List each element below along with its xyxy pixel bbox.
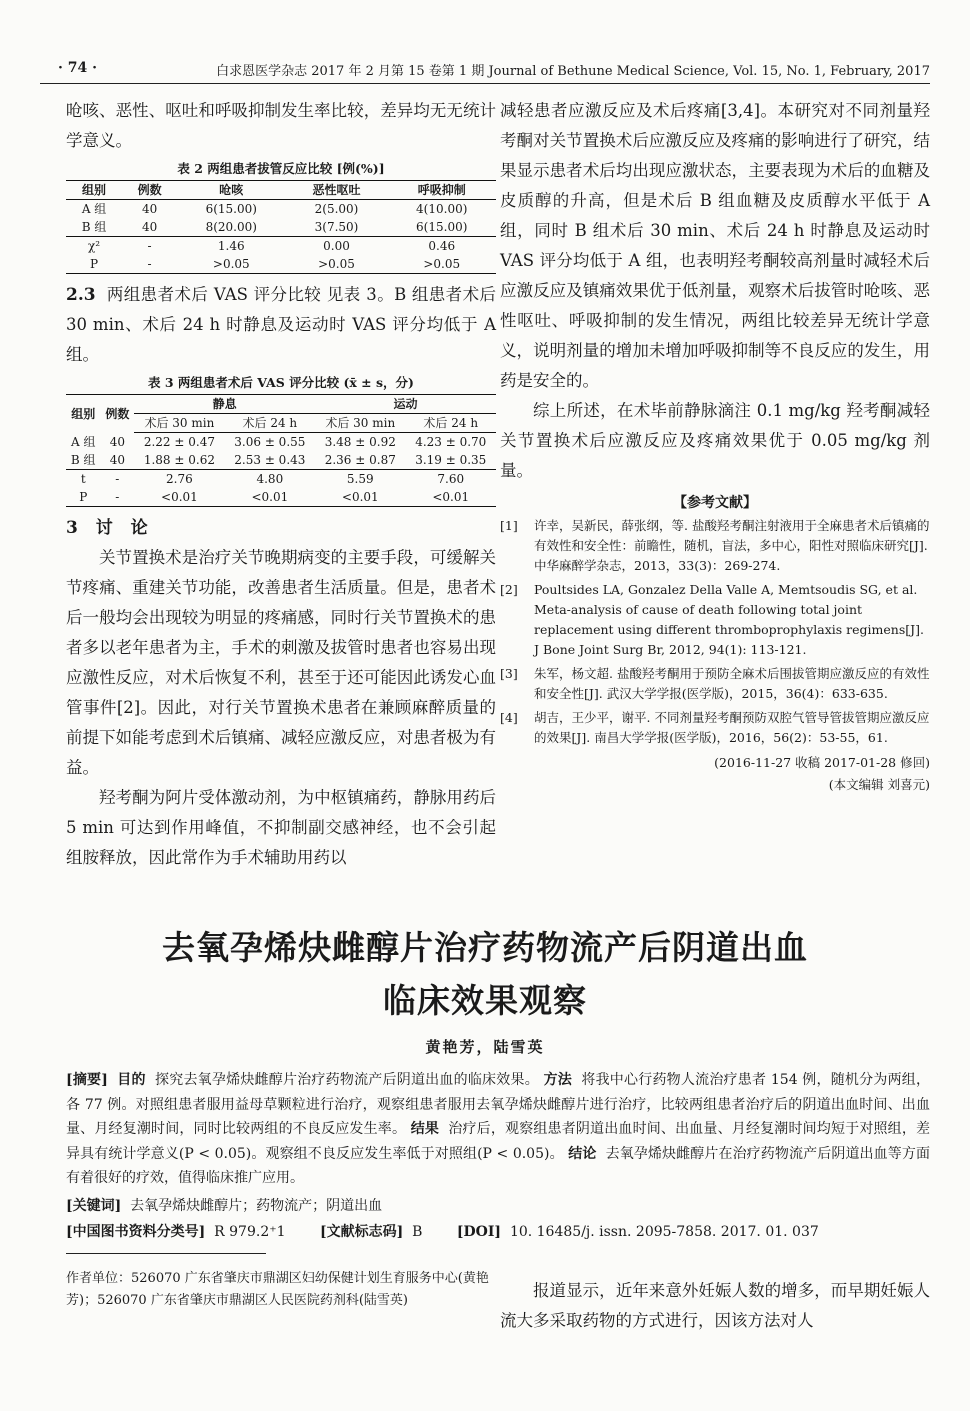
article-intro: [500, 1276, 930, 1336]
table-row: [66, 433, 496, 452]
reference-text: Poultsides LA, Gonzalez Della Valle A, Memtsoudis SG, et al. Meta-analysis of cause of death following total joint replacement using different thromboprophylaxis regimens[J]. J Bone Joint Surg Br, 2012, 94(1): 113-121.: [534, 582, 924, 657]
table-row: [66, 237, 496, 256]
table-cell: 2.36 ± 0.87: [324, 453, 396, 467]
running-header: [40, 58, 930, 84]
reference-text: 许幸，吴新民，薛张纲，等. 盐酸羟考酮注射液用于全麻患者术后镇痛的有效性和安全性：前瞻性，随机，盲法，多中心，阳性对照临床研究[J]. 中华麻醉学杂志，2013，33(3)：269-274.: [534, 518, 930, 573]
references-title: 【参考文献】: [673, 495, 757, 511]
table-cell: 2.76: [134, 470, 224, 489]
right-paragraph-1: 减轻患者应激反应及术后疼痛[3,4]。本研究对不同剂量羟考酮对关节置换术后应激反应及疼痛的影响进行了研究，结果显示患者术后均出现应激状态，主要表现为术后的血糖及皮质醇的升高，但是术后 B 组血糖及皮质醇水平低于 A 组，同时 B 组术后 30 min、术后 24 h 时静息及运动时 VAS 评分均低于 A 组，也表明羟考酮较高剂量时减轻术后应激反应及镇痛效果优于低剂量，观察术后拔管时呛咳、恶性呕吐、呼吸抑制的发生情况，两组比较差异无统计学意义，说明剂量的增加未增加呼吸抑制等不良反应的发生，用药是安全的。: [500, 101, 930, 390]
table-cell: P: [66, 488, 100, 507]
reference-number: [2]: [500, 582, 518, 597]
table-cell: B 组: [70, 453, 96, 467]
reference-item: [500, 664, 930, 704]
table-cell: -: [122, 255, 177, 274]
table3-subheader: 术后 30 min: [315, 414, 405, 433]
doi-label: [DOI]: [456, 1224, 502, 1240]
discussion-paragraph-2: 羟考酮为阿片受体激动剂，为中枢镇痛药，静脉用药后 5 min 可达到作用峰值，不抑制副交感神经，也不会引起组胺释放，因此常作为手术辅助用药以: [66, 788, 496, 867]
table-cell: B 组: [81, 220, 107, 234]
reference-item: [500, 580, 930, 660]
table2-caption: 表 2 两组患者拔管反应比较 [例(%)]: [177, 161, 385, 176]
table3-header: 静息: [134, 395, 315, 414]
table-row: [66, 470, 496, 489]
right-column: [500, 96, 930, 796]
received-date: (2016-11-27 收稿 2017-01-28 修回): [714, 755, 930, 770]
doc-code: B: [412, 1224, 423, 1240]
clc-code: R 979.2⁺1: [214, 1224, 286, 1240]
table-cell: 2.53 ± 0.43: [234, 453, 306, 467]
table-cell: 1.46: [177, 237, 286, 256]
table-cell: 3.06 ± 0.55: [234, 435, 306, 449]
table-cell: 2.22 ± 0.47: [143, 435, 215, 449]
doi: 10. 16485/j. issn. 2095-7858. 2017. 01. 037: [509, 1224, 819, 1240]
section-2-3: [66, 280, 496, 370]
conclusion-text: 去氧孕烯炔雌醇片在治疗药物流产后阴道出血等方面有着很好的疗效，值得临床推广应用。: [66, 1145, 930, 1186]
table-cell: 7.60: [406, 470, 497, 489]
table-cell: 40: [141, 202, 158, 216]
article-title-line-2: 临床效果观察: [383, 981, 587, 1020]
table2-header: 例数: [122, 181, 177, 200]
method-text: 将我中心行药物人流治疗患者 154 例，随机分为两组，各 77 例。对照组患者服用益母草颗粒进行治疗，观察组患者服用去氧孕烯炔雌醇片进行治疗，比较两组患者治疗后的阴道出血时间、出血量、月经复潮时间，同时比较两组的不良反应发生率。: [66, 1072, 931, 1137]
section-3-title: 3 讨 论: [66, 518, 154, 538]
reference-number: [3]: [500, 666, 518, 681]
table2-header: 组别: [66, 181, 122, 200]
table-cell: 1.88 ± 0.62: [143, 453, 215, 467]
keywords-label: [关键词]: [66, 1198, 122, 1214]
result-label: 结果: [410, 1121, 440, 1137]
table3-header: 运动: [315, 395, 496, 414]
doc-code-label: [文献标志码]: [319, 1224, 404, 1240]
editor-note: (本文编辑 刘喜元): [828, 777, 930, 792]
reference-text: 胡吉，王少平，谢平. 不同剂量羟考酮预防双腔气管导管拔管期应激反应的效果[J]. 南昌大学学报(医学版)，2016，56(2)：53-55，61.: [534, 710, 930, 745]
table-cell: <0.01: [315, 488, 405, 507]
table-cell: >0.05: [387, 255, 496, 274]
left-paragraph-1: 呛咳、恶性、呕吐和呼吸抑制发生率比较，差异均无无统计学意义。: [66, 101, 496, 150]
table3-caption: 表 3 两组患者术后 VAS 评分比较 (x̄ ± s，分): [148, 375, 414, 390]
table-cell: -: [122, 237, 177, 256]
reference-number: [1]: [500, 518, 518, 533]
keywords: 去氧孕烯炔雌醇片；药物流产；阴道出血: [130, 1198, 383, 1214]
table-cell: 2(5.00): [314, 202, 359, 216]
table-cell: t: [66, 470, 100, 489]
table-cell: 3.19 ± 0.35: [415, 453, 487, 467]
table-cell: 0.46: [387, 237, 496, 256]
reference-text: 朱军，杨文超. 盐酸羟考酮用于预防全麻术后围拔管期应激反应的有效性和安全性[J]. 武汉大学学报(医学版)，2015，36(4)：633-635.: [534, 666, 930, 701]
table-cell: A 组: [81, 202, 107, 216]
table-cell: 8(20.00): [205, 220, 257, 234]
section-number: 2.3: [66, 285, 96, 305]
table2-header: 呛咳: [177, 181, 286, 200]
abstract-label: [摘要]: [66, 1072, 108, 1088]
table-cell: χ²: [66, 237, 122, 256]
table-row: [66, 451, 496, 470]
intro-paragraph: 报道显示，近年来意外妊娠人数的增多，而早期妊娠人流大多采取药物的方式进行，因该方法对人: [500, 1281, 930, 1330]
right-paragraph-2: 综上所述，在术毕前静脉滴注 0.1 mg/kg 羟考酮减轻关节置换术后应激反应及疼痛效果优于 0.05 mg/kg 剂量。: [500, 401, 930, 480]
footnote-divider: [66, 1253, 266, 1254]
reference-item: [500, 708, 930, 748]
table-cell: >0.05: [177, 255, 286, 274]
aim-text: 探究去氧孕烯炔雌醇片治疗药物流产后阴道出血的临床效果。: [155, 1072, 539, 1088]
table-cell: 4.80: [225, 470, 315, 489]
table-cell: A 组: [70, 434, 96, 449]
table-cell: 6(15.00): [416, 220, 468, 234]
result-text: 治疗后，观察组患者阴道出血时间、出血量、月经复潮时间均短于对照组，差异具有统计学意义(P < 0.05)。观察组不良反应发生率低于对照组(P < 0.05)。: [66, 1121, 931, 1162]
table-cell: 40: [141, 220, 158, 234]
table2-header: 恶性呕吐: [286, 181, 388, 200]
abstract: [66, 1068, 930, 1191]
table-cell: 3.48 ± 0.92: [324, 435, 396, 449]
table3-header: 例数: [100, 395, 134, 433]
method-label: 方法: [543, 1072, 573, 1088]
reference-number: [4]: [500, 710, 518, 725]
table3-subheader: 术后 24 h: [225, 414, 315, 433]
discussion-paragraph-1: 关节置换术是治疗关节晚期病变的主要手段，可缓解关节疼痛、重建关节功能，改善患者生活质量。但是，患者术后一般均会出现较为明显的疼痛感，同时行关节置换术的患者多以老年患者为主，手术的刺激及拔管时患者也容易出现应激性反应，对术后恢复不利，甚至于还可能因此诱发心血管事件[2]。因此，对行关节置换术患者在兼顾麻醉质量的前提下如能考虑到术后镇痛、减轻应激反应，对患者极为有益。: [66, 548, 496, 777]
table-cell: >0.05: [286, 255, 388, 274]
table-cell: 4(10.00): [416, 202, 468, 216]
conclusion-label: 结论: [568, 1145, 597, 1162]
table-cell: P: [66, 255, 122, 274]
table-cell: 3(7.50): [314, 220, 359, 234]
table2-header: 呼吸抑制: [387, 181, 496, 200]
journal-citation: 白求恩医学杂志 2017 年 2 月第 15 卷第 1 期 Journal of Bethune Medical Science, Vol. 15, No. 1, February, 2017: [216, 64, 930, 79]
table3-subheader: 术后 24 h: [406, 414, 497, 433]
table-cell: 0.00: [286, 237, 388, 256]
classification-line: [66, 1220, 930, 1244]
left-column: [66, 96, 496, 873]
article-title-line-1: 去氧孕烯炔雌醇片治疗药物流产后阴道出血: [162, 928, 808, 967]
table-cell: -: [100, 470, 134, 489]
table-cell: 40: [109, 453, 125, 467]
table-cell: <0.01: [406, 488, 497, 507]
reference-item: [500, 516, 930, 576]
table-cell: 4.23 ± 0.70: [415, 435, 487, 449]
article-authors: 黄艳芳，陆雪英: [425, 1038, 545, 1056]
table-row: [66, 218, 496, 237]
table-row: [66, 255, 496, 274]
table3: [66, 394, 496, 507]
aim-label: 目的: [117, 1072, 146, 1088]
section-2-3-text: 两组患者术后 VAS 评分比较 见表 3。B 组患者术后 30 min、术后 24 h 时静息及运动时 VAS 评分均低于 A 组。: [66, 285, 496, 364]
table-cell: 40: [109, 434, 125, 449]
page-number: · 74 ·: [58, 60, 97, 76]
author-affiliation: 作者单位：526070 广东省肇庆市鼎湖区妇幼保健计划生育服务中心(黄艳芳)；526070 广东省肇庆市鼎湖区人民医院药剂科(陆雪英): [66, 1271, 489, 1308]
table2: [66, 180, 496, 274]
table-cell: -: [100, 488, 134, 507]
clc-label: [中国图书资料分类号]: [66, 1224, 206, 1240]
table-row: [66, 200, 496, 219]
table-cell: 6(15.00): [205, 202, 257, 216]
table-cell: 5.59: [315, 470, 405, 489]
table-cell: <0.01: [225, 488, 315, 507]
table-row: [66, 488, 496, 507]
table3-subheader: 术后 30 min: [134, 414, 224, 433]
table-cell: <0.01: [134, 488, 224, 507]
keywords-line: [66, 1194, 930, 1218]
table3-header: 组别: [66, 395, 100, 433]
